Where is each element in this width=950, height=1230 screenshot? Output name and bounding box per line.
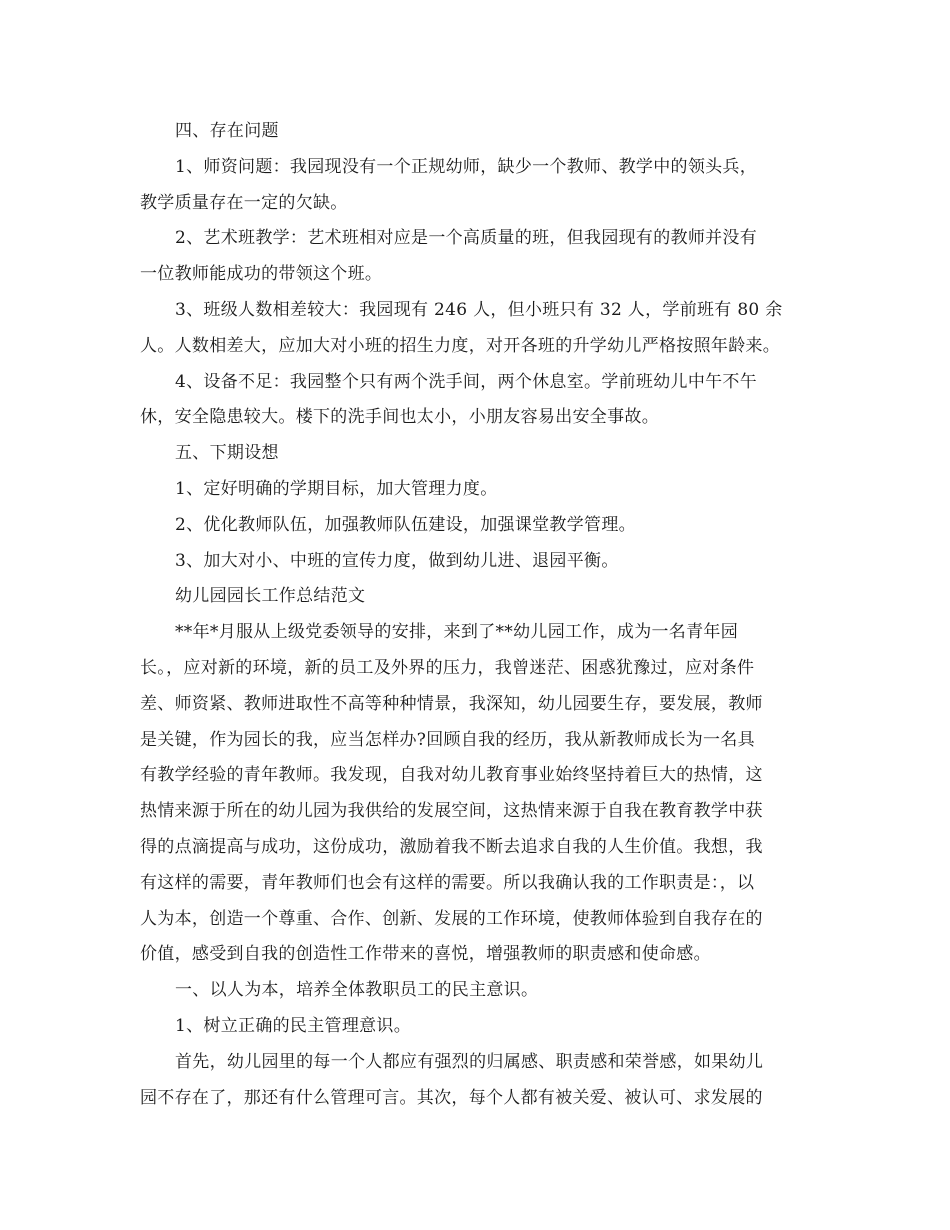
text-line: 价值，感受到自我的创造性工作带来的喜悦，增强教师的职责感和使命感。 — [140, 944, 711, 965]
text-line: 四、存在问题 — [175, 121, 279, 141]
text-line: 1、树立正确的民主管理意识。 — [175, 1015, 412, 1036]
document-body — [140, 114, 830, 1116]
text-line: 3、班级人数相差较大：我园现有 246 人，但小班只有 32 人，学前班有 80 余 — [175, 299, 783, 320]
text-line: 教学质量存在一定的欠缺。 — [140, 192, 348, 213]
text-line: 1、师资问题：我园现没有一个正规幼师，缺少一个教师、教学中的领头兵， — [175, 156, 758, 177]
text-line: 一位教师能成功的带领这个班。 — [140, 264, 383, 285]
text-line: 人为本，创造一个尊重、合作、创新、发展的工作环境，使教师体验到自我存在的 — [140, 908, 763, 929]
text-line: 幼儿园园长工作总结范文 — [175, 586, 366, 607]
text-line: 人。人数相差大，应加大对小班的招生力度，对开各班的升学幼儿严格按照年龄来。 — [140, 335, 781, 356]
text-line: 3、加大对小、中班的宣传力度，做到幼儿进、退园平衡。 — [175, 550, 619, 571]
text-line: 2、优化教师队伍，加强教师队伍建设，加强课堂教学管理。 — [175, 514, 636, 535]
text-line: 差、师资紧、教师进取性不高等种种情景，我深知，幼儿园要生存，要发展，教师 — [140, 693, 763, 714]
text-line: 得的点滴提高与成功，这份成功，激励着我不断去追求自我的人生价值。我想，我 — [140, 836, 763, 857]
text-line: 是关键，作为园长的我，应当怎样办?回顾自我的经历，我从新教师成长为一名具 — [140, 729, 755, 750]
text-line: 长。，应对新的环境，新的员工及外界的压力，我曾迷茫、困惑犹豫过，应对条件 — [140, 657, 755, 678]
text-line: 热情来源于所在的幼儿园为我供给的发展空间，这热情来源于自我在教育教学中获 — [140, 801, 763, 822]
text-line: 有这样的需要，青年教师们也会有这样的需要。所以我确认我的工作职责是：，以 — [140, 872, 755, 893]
text-line: 1、定好明确的学期目标，加大管理力度。 — [175, 478, 498, 499]
text-line: 4、设备不足：我园整个只有两个洗手间，两个休息室。学前班幼儿中午不午 — [175, 371, 758, 392]
text-line: 一、以人为本，培养全体教职员工的民主意识。 — [175, 980, 539, 1001]
text-line: 首先，幼儿园里的每一个人都应有强烈的归属感、职责感和荣誉感，如果幼儿 — [175, 1051, 764, 1072]
text-line: 休，安全隐患较大。楼下的洗手间也太小，小朋友容易出安全事故。 — [140, 407, 659, 428]
text-line: 有教学经验的青年教师。我发现，自我对幼儿教育事业始终坚持着巨大的热情，这 — [140, 765, 763, 786]
text-line: 园不存在了，那还有什么管理可言。其次，每个人都有被关爱、被认可、求发展的 — [140, 1087, 763, 1108]
text-line: **年*月服从上级党委领导的安排，来到了**幼儿园工作，成为一名青年园 — [175, 622, 738, 643]
text-line: 五、下期设想 — [175, 443, 279, 464]
text-line: 2、艺术班教学：艺术班相对应是一个高质量的班，但我园现有的教师并没有 — [175, 228, 758, 249]
